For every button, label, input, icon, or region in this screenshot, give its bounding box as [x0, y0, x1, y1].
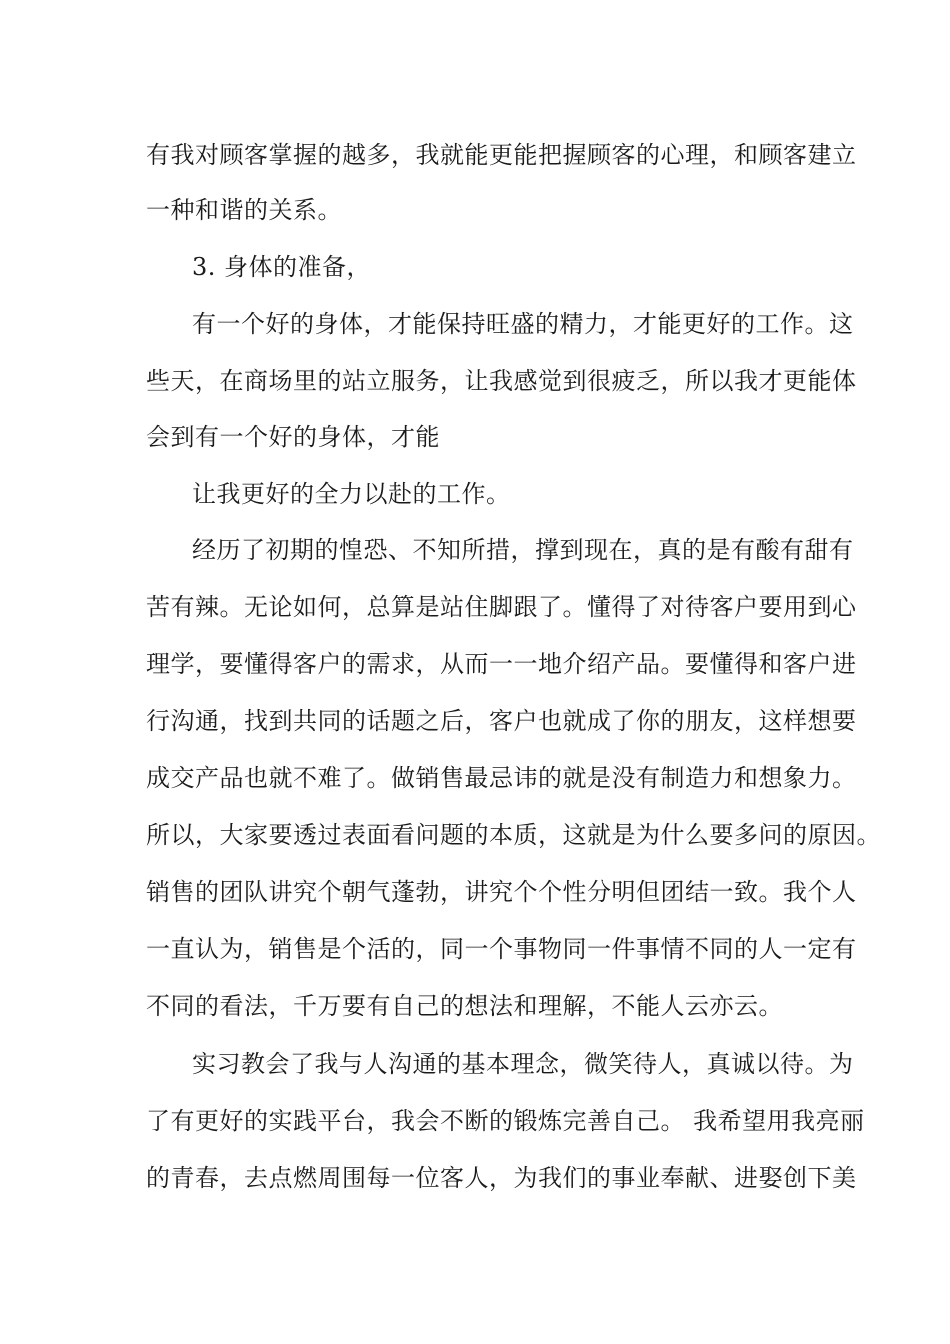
text-line: 行沟通，找到共同的话题之后，客户也就成了你的朋友，这样想要 [146, 707, 857, 735]
text-line: 有一个好的身体，才能保持旺盛的精力，才能更好的工作。这 [192, 310, 854, 338]
text-line: 所以，大家要透过表面看问题的本质，这就是为什么要多问的原因。 [146, 821, 881, 849]
text-line: 成交产品也就不难了。做销售最忌讳的就是没有制造力和想象力。 [146, 764, 857, 792]
text-line: 实习教会了我与人沟通的基本理念，微笑待人，真诚以待。为 [192, 1050, 854, 1078]
text-line: 让我更好的全力以赴的工作。 [192, 480, 511, 508]
text-line: 会到有一个好的身体，才能 [146, 423, 440, 451]
text-line: 些天，在商场里的站立服务，让我感觉到很疲乏，所以我才更能体 [146, 367, 857, 395]
text-line: 理学，要懂得客户的需求，从而一一地介绍产品。要懂得和客户进 [146, 650, 857, 678]
text-line: 一种和谐的关系。 [146, 196, 342, 224]
text-line: 不同的看法，千万要有自己的想法和理解，不能人云亦云。 [146, 992, 783, 1020]
text-line: 苦有辣。无论如何，总算是站住脚跟了。懂得了对待客户要用到心 [146, 593, 857, 621]
text-line: 的青春，去点燃周围每一位客人，为我们的事业奉献、进娶创下美 [146, 1164, 857, 1192]
text-line: 有我对顾客掌握的越多，我就能更能把握顾客的心理，和顾客建立 [146, 141, 857, 169]
text-line: 了有更好的实践平台，我会不断的锻炼完善自己。 我希望用我亮丽 [146, 1107, 865, 1135]
section-heading: 3. 身体的准备， [192, 253, 372, 281]
text-line: 经历了初期的惶恐、不知所措，撑到现在，真的是有酸有甜有 [192, 536, 854, 564]
text-line: 一直认为，销售是个活的，同一个事物同一件事情不同的人一定有 [146, 935, 857, 963]
text-line: 销售的团队讲究个朝气蓬勃，讲究个个性分明但团结一致。我个人 [146, 878, 857, 906]
